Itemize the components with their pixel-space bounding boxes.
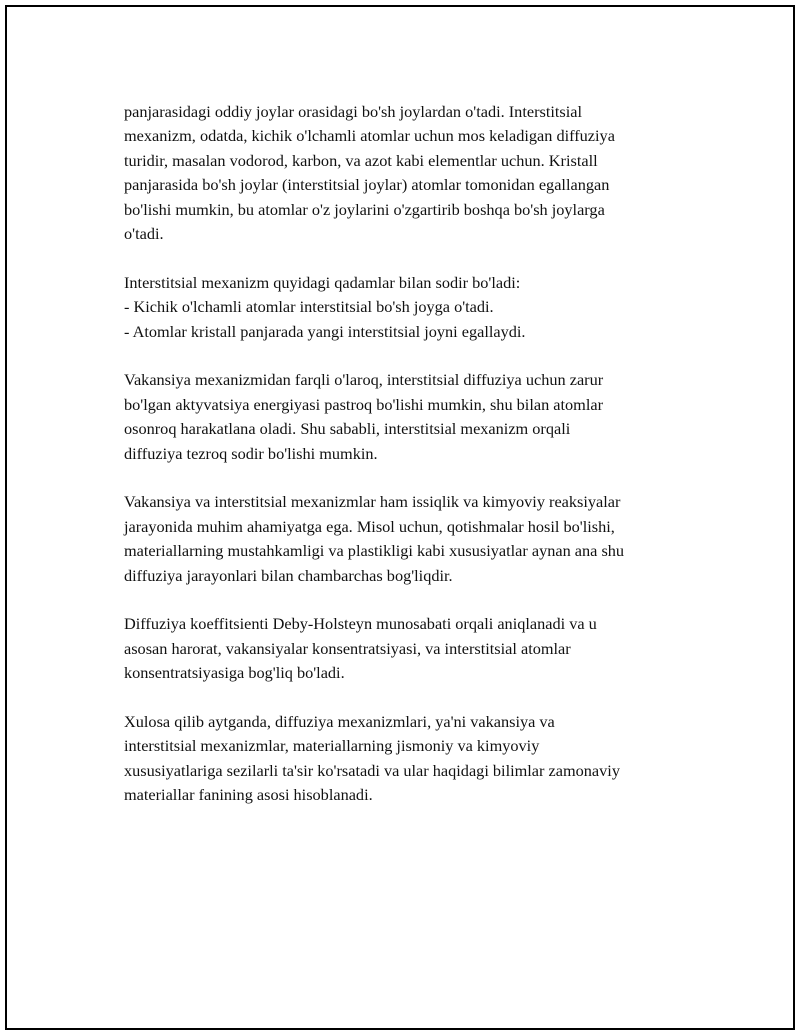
text-line: Vakansiya va interstitsial mexanizmlar ham issiqlik va kimyoviy reaksiyalar xyxy=(124,492,621,512)
text-line: Diffuziya koeffitsienti Deby-Holsteyn munosabati orqali aniqlanadi va u xyxy=(124,614,597,634)
paragraph xyxy=(124,490,704,588)
paragraph xyxy=(124,612,704,685)
paragraph xyxy=(124,100,704,246)
text-line: diffuziya jarayonlari bilan chambarchas bog'liqdir. xyxy=(124,565,453,585)
text-line: - Atomlar kristall panjarada yangi interstitsial joyni egallaydi. xyxy=(124,321,526,341)
text-line: o'tadi. xyxy=(124,224,164,244)
text-line: asosan harorat, vakansiyalar konsentratsiyasi, va interstitsial atomlar xyxy=(124,638,571,658)
text-line: osonroq harakatlana oladi. Shu sababli, interstitsial mexanizm orqali xyxy=(124,419,571,439)
paragraph xyxy=(124,271,704,344)
text-line: konsentratsiyasiga bog'liq bo'ladi. xyxy=(124,663,345,683)
text-line: Vakansiya mexanizmidan farqli o'laroq, interstitsial diffuziya uchun zarur xyxy=(124,370,604,390)
document-body xyxy=(124,100,704,832)
text-line: bo'lishi mumkin, bu atomlar o'z joylarini o'zgartirib boshqa bo'sh joylarga xyxy=(124,199,605,219)
text-line: - Kichik o'lchamli atomlar interstitsial bo'sh joyga o'tadi. xyxy=(124,297,494,317)
text-line: turidir, masalan vodorod, karbon, va azot kabi elementlar uchun. Kristall xyxy=(124,150,598,170)
paragraph xyxy=(124,368,704,466)
paragraph xyxy=(124,710,704,808)
text-line: interstitsial mexanizmlar, materiallarning jismoniy va kimyoviy xyxy=(124,736,540,756)
text-line: panjarasidagi oddiy joylar orasidagi bo'sh joylardan o'tadi. Interstitsial xyxy=(124,102,583,121)
text-line: bo'lgan aktyvatsiya energiyasi pastroq bo'lishi mumkin, shu bilan atomlar xyxy=(124,394,604,414)
text-line: materiallar fanining asosi hisoblanadi. xyxy=(124,785,373,805)
page-frame xyxy=(5,5,795,1030)
text-line: Interstitsial mexanizm quyidagi qadamlar bilan sodir bo'ladi: xyxy=(124,272,521,292)
text-line: xususiyatlariga sezilarli ta'sir ko'rsatadi va ular haqidagi bilimlar zamonaviy xyxy=(124,760,620,780)
text-line: panjarasida bo'sh joylar (interstitsial joylar) atomlar tomonidan egallangan xyxy=(124,175,610,195)
text-line: mexanizm, odatda, kichik o'lchamli atomlar uchun mos keladigan diffuziya xyxy=(124,126,615,146)
text-line: materiallarning mustahkamligi va plastikligi kabi xususiyatlar aynan ana shu xyxy=(124,541,625,561)
text-line: Xulosa qilib aytganda, diffuziya mexanizmlari, ya'ni vakansiya va xyxy=(124,712,555,732)
text-line: jarayonida muhim ahamiyatga ega. Misol uchun, qotishmalar hosil bo'lishi, xyxy=(124,516,615,536)
text-line: diffuziya tezroq sodir bo'lishi mumkin. xyxy=(124,443,378,463)
